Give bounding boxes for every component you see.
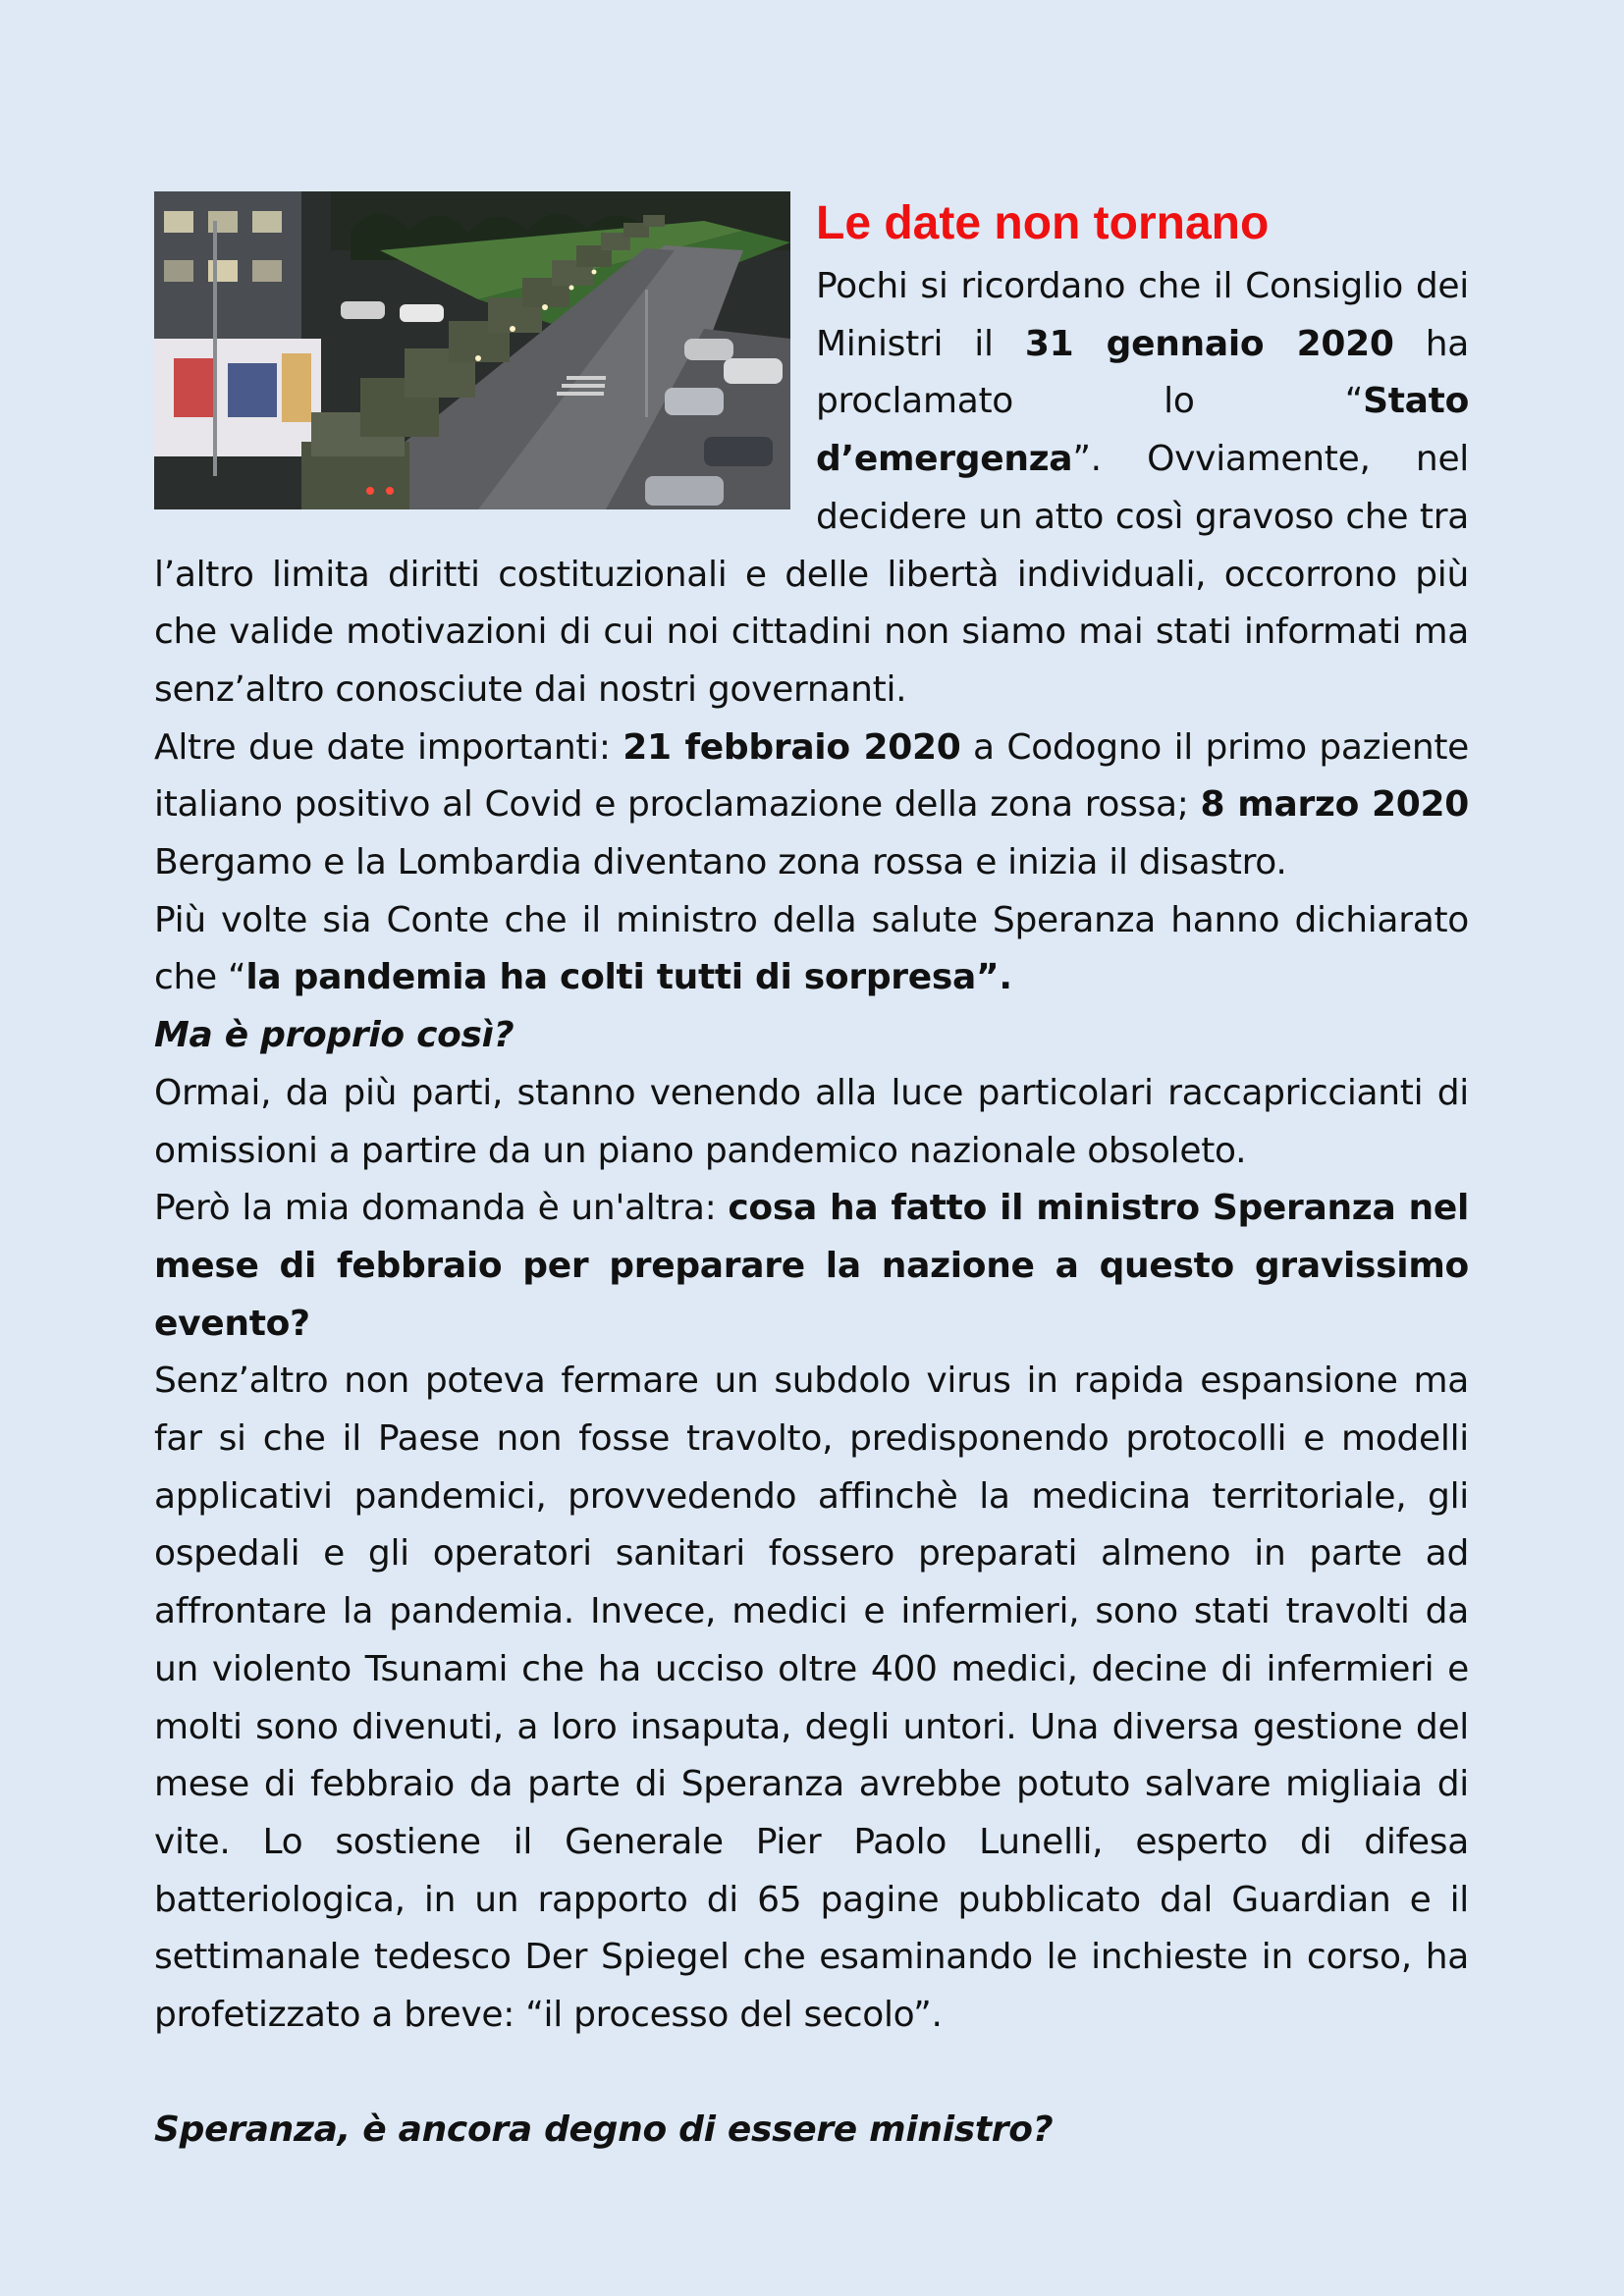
question-heading: Ma è proprio così? — [154, 1015, 514, 1056]
photo-army-trucks-convoy-at-night-icon — [154, 191, 790, 509]
date-21-february: 21 febbraio 2020 — [623, 726, 961, 768]
closing-question: Speranza, è ancora degno di essere ministro? — [154, 2109, 1054, 2150]
surprise-quote: la pandemia ha colti tutti di sorpresa”. — [245, 957, 1012, 998]
paragraph-surprise-claim: Più volte sia Conte che il ministro della salute Speranza hanno dichiarato che “la pandemia ha colti tutti di sorpresa”. — [154, 899, 1469, 998]
stato-emergenza-text: Stato d’emergenza — [816, 381, 1469, 480]
headline: Le date non tornano — [816, 197, 1270, 249]
paragraph-omissions: Ormai, da più parti, stanno venendo alla luce particolari raccapriccianti di omissioni a partire da un piano pandemico nazionale obsoleto. — [154, 1072, 1469, 1171]
paragraph-main: Senz’altro non poteva fermare un subdolo virus in rapida espansione ma far si che il Paese non fosse travolto, predisponendo protocolli e modelli applicativi pandemici, provvedendo affinchè la medicina territoriale, gli ospedali e gli operatori sanitari fossero preparati almeno in parte ad affrontare la pandemia. Invece, medici e infermieri, sono stati travolti da un violento Tsunami che ha ucciso oltre 400 medici, decine di infermieri e molti sono divenuti, a loro insaputa, degli untori. Una diversa gestione del mese di febbraio da parte di Speranza avrebbe potuto salvare migliaia di vite. Lo sostiene il Generale Pier Paolo Lunelli, esperto di difesa batteriologica, in un rapporto di 65 pagine pubblicato dal Guardian e il settimanale tedesco Der Spiegel che esaminando le inchieste in corso, ha profetizzato a breve: “il processo del secolo”. — [154, 1361, 1469, 2036]
article-body — [154, 258, 1469, 2160]
date-31-january: 31 gennaio 2020 — [1024, 323, 1394, 364]
question-bold: cosa ha fatto il ministro Speranza nel mese di febbraio per preparare la nazione a questo gravissimo evento? — [154, 1188, 1469, 1344]
article — [154, 191, 1469, 2160]
paragraph-state-of-emergency: Pochi si ricordano che il Consiglio dei Ministri il 31 gennaio 2020 ha proclamato lo “Stato d’emergenza”. Ovviamente, nel decidere un atto così gravoso che tra l’altro limita diritti costituzionali e delle libertà individuali, occorrono più che valide motivazioni di cui noi cittadini non siamo mai stati informati ma senz’altro conosciute dai nostri governanti. — [154, 266, 1469, 710]
spacer — [154, 2045, 1469, 2102]
paragraph-question: Però la mia domanda è un'altra: cosa ha fatto il ministro Speranza nel mese di febbraio per preparare la nazione a questo gravissimo evento? — [154, 1188, 1469, 1344]
paragraph-other-dates: Altre due date importanti: 21 febbraio 2020 a Codogno il primo paziente italiano positivo al Covid e proclamazione della zona rossa; 8 marzo 2020 Bergamo e la Lombardia diventano zona rossa e inizia il disastro. — [154, 726, 1470, 883]
date-8-march: 8 marzo 2020 — [1200, 784, 1469, 826]
